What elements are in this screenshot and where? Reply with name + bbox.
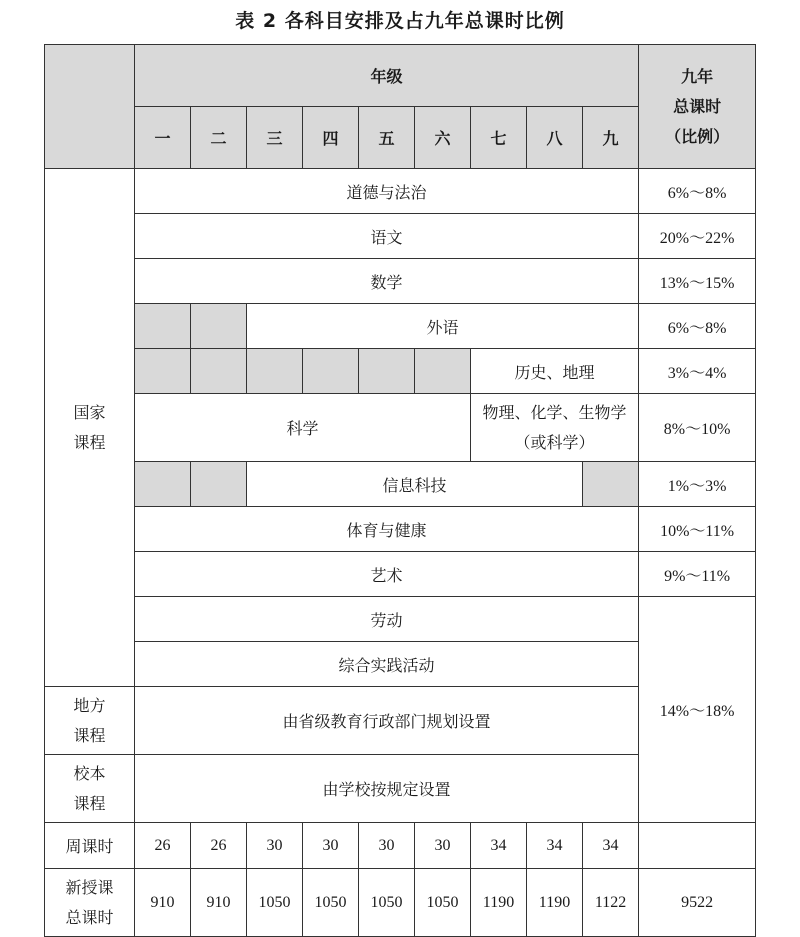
subject-science: 科学 [135, 394, 471, 462]
empty-cell [135, 349, 191, 394]
subject-pe-health: 体育与健康 [135, 507, 639, 552]
total-hours-label-line2: 总课时 [65, 907, 114, 927]
subject-history-geography: 历史、地理 [471, 349, 639, 394]
total-hours-grade-9: 1122 [583, 869, 639, 937]
percent-foreign-language: 6%～8% [639, 304, 756, 349]
weekly-hours-grade-3: 30 [247, 823, 303, 869]
grade-1: 一 [135, 107, 191, 169]
total-header [639, 45, 756, 169]
percent-chinese: 20%～22% [639, 214, 756, 259]
school-curriculum-label [45, 755, 135, 823]
subject-morality: 道德与法治 [135, 169, 639, 214]
subject-comprehensive-practice: 综合实践活动 [135, 642, 639, 687]
weekly-hours-label: 周课时 [45, 823, 135, 869]
local-curriculum-text: 由省级教育行政部门规划设置 [135, 687, 639, 755]
total-hours-label-line1: 新授课 [65, 877, 114, 897]
school-curriculum-text: 由学校按规定设置 [135, 755, 639, 823]
total-hours-label [45, 869, 135, 937]
grade-8: 八 [527, 107, 583, 169]
school-label-line1: 校本 [73, 763, 106, 783]
weekly-hours-grade-5: 30 [359, 823, 415, 869]
national-label-line2: 课程 [73, 432, 106, 452]
subject-art: 艺术 [135, 552, 639, 597]
empty-cell [359, 349, 415, 394]
course-hours-table [44, 44, 756, 937]
empty-cell [247, 349, 303, 394]
weekly-hours-grade-2: 26 [191, 823, 247, 869]
empty-cell [303, 349, 359, 394]
local-curriculum-label [45, 687, 135, 755]
grade-4: 四 [303, 107, 359, 169]
local-label-line2: 课程 [73, 725, 106, 745]
empty-cell [191, 304, 247, 349]
empty-cell [583, 462, 639, 507]
empty-cell [135, 462, 191, 507]
school-label-line2: 课程 [73, 793, 106, 813]
total-header-line1: 九年 [681, 66, 714, 86]
total-hours-grade-4: 1050 [303, 869, 359, 937]
grade-5: 五 [359, 107, 415, 169]
total-hours-grade-6: 1050 [415, 869, 471, 937]
percent-math: 13%～15% [639, 259, 756, 304]
total-header-line3: （比例） [665, 126, 730, 146]
total-hours-grade-8: 1190 [527, 869, 583, 937]
empty-cell [191, 462, 247, 507]
total-hours-grade-7: 1190 [471, 869, 527, 937]
subject-information-technology: 信息科技 [247, 462, 583, 507]
percent-information-technology: 1%～3% [639, 462, 756, 507]
subject-labor: 劳动 [135, 597, 639, 642]
weekly-hours-grade-9: 34 [583, 823, 639, 869]
empty-cell [191, 349, 247, 394]
grade-header: 年级 [135, 45, 639, 107]
weekly-hours-grade-8: 34 [527, 823, 583, 869]
grade-6: 六 [415, 107, 471, 169]
grand-total-hours: 9522 [639, 869, 756, 937]
percent-history-geography: 3%～4% [639, 349, 756, 394]
grade-2: 二 [191, 107, 247, 169]
weekly-hours-grade-7: 34 [471, 823, 527, 869]
grade-3: 三 [247, 107, 303, 169]
grade-9: 九 [583, 107, 639, 169]
total-hours-grade-5: 1050 [359, 869, 415, 937]
percent-science: 8%～10% [639, 394, 756, 462]
national-label-line1: 国家 [73, 402, 106, 422]
empty-cell [135, 304, 191, 349]
total-hours-grade-2: 910 [191, 869, 247, 937]
weekly-hours-grade-4: 30 [303, 823, 359, 869]
percent-combined: 14%～18% [639, 597, 756, 823]
table-title: 表 2 各科目安排及占九年总课时比例 [235, 10, 565, 32]
percent-pe-health: 10%～11% [639, 507, 756, 552]
total-hours-grade-3: 1050 [247, 869, 303, 937]
grade-7: 七 [471, 107, 527, 169]
subject-chinese: 语文 [135, 214, 639, 259]
weekly-hours-grade-6: 30 [415, 823, 471, 869]
corner-cell [45, 45, 135, 169]
national-curriculum-label [45, 169, 135, 687]
percent-art: 9%～11% [639, 552, 756, 597]
subject-foreign-language: 外语 [247, 304, 639, 349]
total-header-line2: 总课时 [673, 96, 722, 116]
subject-physics-chemistry-biology: 物理、化学、生物学（或科学） [471, 394, 639, 462]
weekly-hours-grade-1: 26 [135, 823, 191, 869]
weekly-hours-total-empty [639, 823, 756, 869]
empty-cell [415, 349, 471, 394]
total-hours-grade-1: 910 [135, 869, 191, 937]
percent-morality: 6%～8% [639, 169, 756, 214]
subject-math: 数学 [135, 259, 639, 304]
local-label-line1: 地方 [73, 695, 106, 715]
